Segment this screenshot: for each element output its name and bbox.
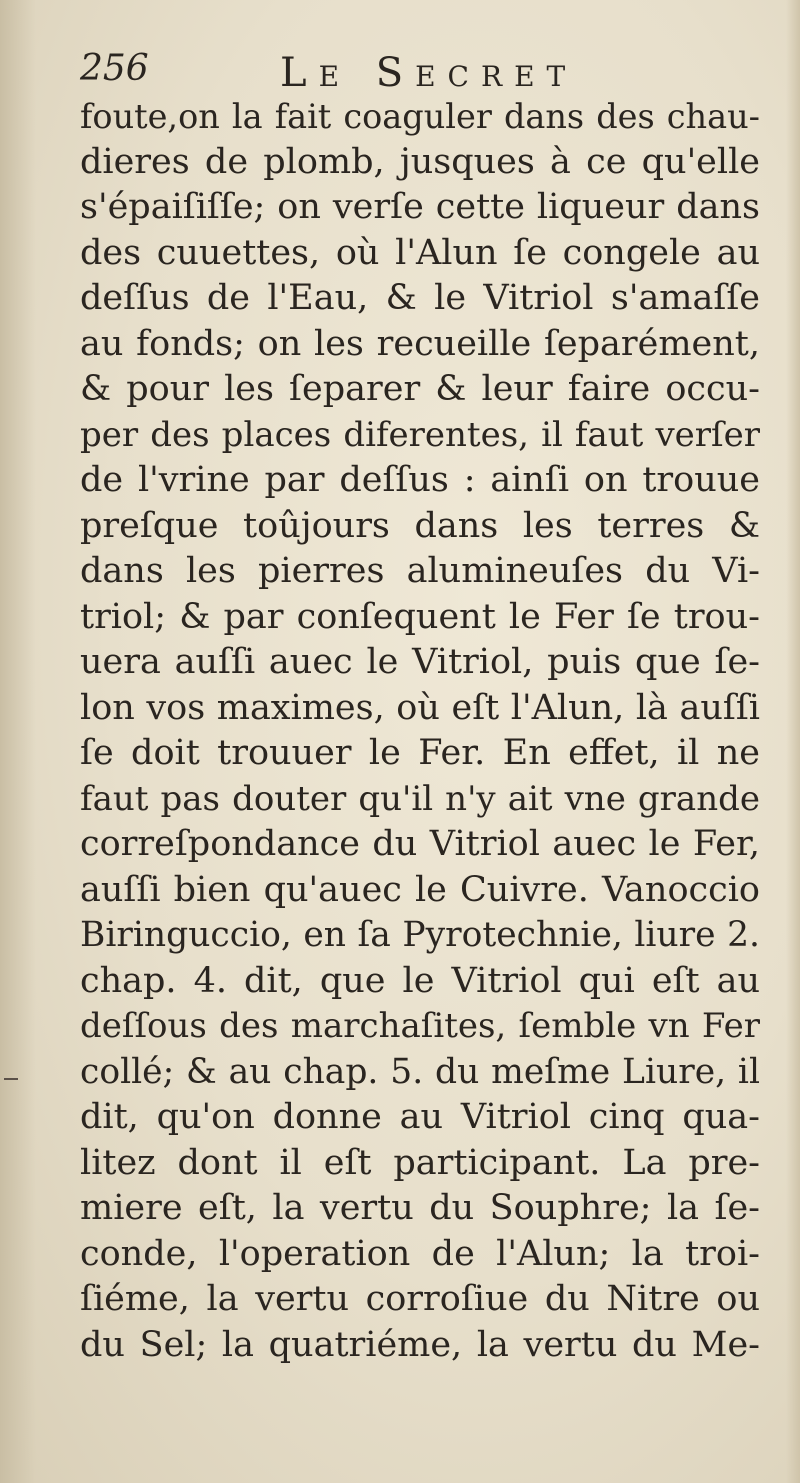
- text-line: foute,on la fait coaguler dans des chau-: [80, 97, 760, 136]
- text-line: deſſous des marchaſites, ſemble vn Fer: [80, 1006, 760, 1046]
- text-line: preſque toûjours dans les terres &: [80, 505, 760, 546]
- text-line: correſpondance du Vitriol auec le Fer,: [80, 824, 760, 864]
- text-line: faut pas douter qu'il n'y ait vne grande: [80, 778, 760, 819]
- margin-mark: [4, 1078, 18, 1080]
- text-line: chap. 4. dit, que le Vitriol qui eſt au: [80, 960, 760, 1001]
- text-line: auſſi bien qu'auec le Cuivre. Vanoccio: [80, 869, 760, 910]
- text-line: miere eſt, la vertu du Souphre; la ſe-: [80, 1188, 760, 1228]
- page-number: 256: [80, 48, 149, 89]
- text-line: de l'vrine par deſſus : ainſi on trouue: [80, 460, 760, 500]
- text-line: triol; & par conſequent le Fer ſe trou-: [80, 596, 760, 637]
- text-line: per des places diferentes, il faut verſer: [80, 414, 760, 455]
- text-line: du Sel; la quatriéme, la vertu du Me-: [80, 1324, 760, 1365]
- text-line: des cuuettes, où l'Alun ſe congele au: [80, 232, 760, 273]
- body-text: [80, 94, 760, 1368]
- text-line: Biringuccio, en ſa Pyrotechnie, liure 2.: [80, 915, 760, 955]
- running-head: Le Secret: [280, 50, 578, 96]
- text-line: deſſus de l'Eau, & le Vitriol s'amaſſe: [80, 278, 760, 318]
- text-line: dieres de plomb, jusques à ce qu'elle: [80, 141, 760, 182]
- text-line: dit, qu'on donne au Vitriol cinq qua-: [80, 1097, 760, 1137]
- text-line: collé; & au chap. 5. du meſme Liure, il: [80, 1051, 760, 1092]
- page-header: [80, 48, 760, 98]
- text-line: dans les pierres alumineuſes du Vi-: [80, 551, 760, 591]
- text-line: ſiéme, la vertu corroſiue du Nitre ou: [80, 1279, 760, 1319]
- text-line: ſe doit trouuer le Fer. En effet, il ne: [80, 733, 760, 773]
- text-line: & pour les ſeparer & leur faire occu-: [80, 369, 760, 409]
- text-line: litez dont il eſt participant. La pre-: [80, 1142, 760, 1183]
- text-line: conde, l'operation de l'Alun; la troi-: [80, 1233, 760, 1274]
- text-line: uera auſſi auec le Vitriol, puis que ſe-: [80, 642, 760, 682]
- text-line: lon vos maximes, où eſt l'Alun, là auſſi: [80, 687, 760, 728]
- text-line: au fonds; on les recueille ſeparément,: [80, 323, 760, 364]
- gutter-shadow: [0, 0, 36, 1483]
- text-line: s'épaiſiſſe; on verſe cette liqueur dans: [80, 187, 760, 227]
- page-edge: [786, 0, 800, 1483]
